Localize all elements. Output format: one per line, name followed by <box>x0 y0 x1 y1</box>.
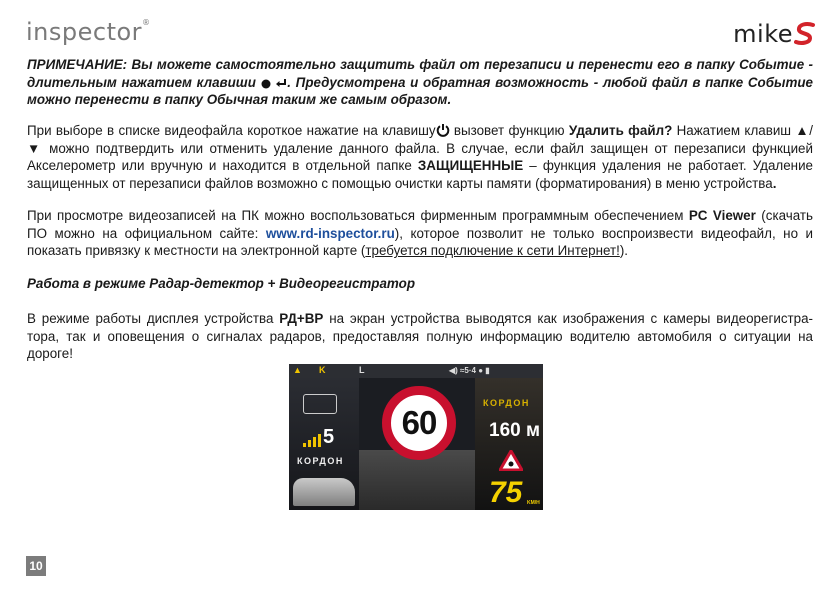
p1-period: . <box>772 175 777 191</box>
status-l: L <box>359 365 365 375</box>
rd-vr-paragraph <box>27 310 813 363</box>
p1-text-4: можно подтвердить или отменить удаление данного файла. В случае, если файл защищен от перезаписи функцией Акселерометр или вручную и находится в отдельной папке <box>27 140 813 173</box>
protected-folder-label: ЗАЩИЩЕННЫЕ <box>417 158 524 173</box>
delete-file-paragraph <box>27 122 813 192</box>
radar-distance: 160 м <box>489 420 541 441</box>
website-link[interactable]: www.rd-inspector.ru <box>265 225 395 241</box>
note-paragraph <box>27 56 813 109</box>
note-text-a: ПРИМЕЧАНИЕ: Вы можете самостоятельно защитить файл от перезаписи и перенести его в папку Событие - длительным нажатием клавиши <box>27 57 813 90</box>
p3-text-2: на экран устройства выводятся как изображения с камеры видеорегистра-тора, так и оповещения о сигналах радаров, предоставляя полную информацию водителю автомобиля о ситуации на дороге! <box>27 311 813 361</box>
p1-text-1: При выборе в списке видеофайла короткое нажатие на клавишу <box>27 123 436 138</box>
pc-viewer-paragraph <box>27 207 813 260</box>
mikes-logo <box>733 20 816 48</box>
delete-file-label: Удалить файл? <box>568 123 673 138</box>
gps-icon: ▲ <box>293 365 302 375</box>
current-speed: 75 <box>489 476 523 509</box>
p1-text-2: вызовет функцию <box>449 123 569 138</box>
speed-limit-sign <box>382 386 456 460</box>
enter-key-icon <box>275 78 287 89</box>
car-image <box>293 478 355 506</box>
up-down-arrows-icon: ▲/▼ <box>27 123 813 156</box>
note-text-b: . Предусмотрена и обратная возможность - любой файл в папке Событие можно перенести в папку Обычная таким же самым образом. <box>27 74 813 107</box>
status-k: K <box>319 365 326 375</box>
power-icon <box>436 123 450 137</box>
status-bar <box>289 364 543 378</box>
warning-triangle-icon <box>499 450 523 471</box>
signal-strength-icon <box>303 434 321 447</box>
device-screen-image <box>289 364 543 510</box>
status-icons: ◀) ≈5·4 ● ▮ <box>449 366 490 375</box>
page-number: 10 <box>26 556 46 576</box>
speed-unit: KM/H <box>527 500 540 506</box>
internet-required-note: требуется подключение к сети Интернет! <box>365 243 620 258</box>
record-button-icon <box>261 79 271 89</box>
mikes-s-icon <box>794 21 816 47</box>
radar-type-right: КОРДОН <box>483 398 530 408</box>
rd-vr-label: РД+ВР <box>279 311 324 326</box>
pc-viewer-label: PC Viewer <box>688 208 756 223</box>
p3-text-1: В режиме работы дисплея устройства <box>27 311 280 326</box>
p1-text-5: – функция удаления не работает. Удаление защищенных от перезаписи файлов возможно с помощью очистки карты памяти (форматирования) в меню устройства <box>27 158 813 191</box>
inspector-logo <box>26 18 151 46</box>
signal-level: 5 <box>323 426 335 448</box>
p2-text-3: ), которое позволит не только воспроизвести видеофайл, но и показать привязку к местности на электронной карте ( <box>27 225 813 258</box>
radar-type-left: КОРДОН <box>297 456 344 466</box>
mikes-logo-text: mike <box>733 20 793 48</box>
p2-text-1: При просмотре видеозаписей на ПК можно воспользоваться фирменным программным обеспечением <box>27 208 689 223</box>
camera-icon <box>303 394 337 414</box>
inspector-logo-text: inspector <box>26 18 143 46</box>
p1-text-3: Нажатием клавиш <box>672 123 796 138</box>
p2-text-4: ). <box>619 243 629 258</box>
registered-mark: ® <box>142 18 151 27</box>
p2-text-2: (скачать ПО можно на официальном сайте: <box>27 208 813 241</box>
section-heading: Работа в режиме Радар-детектор + Видеорегистратор <box>27 276 416 291</box>
speed-limit-value: 60 <box>401 404 437 441</box>
